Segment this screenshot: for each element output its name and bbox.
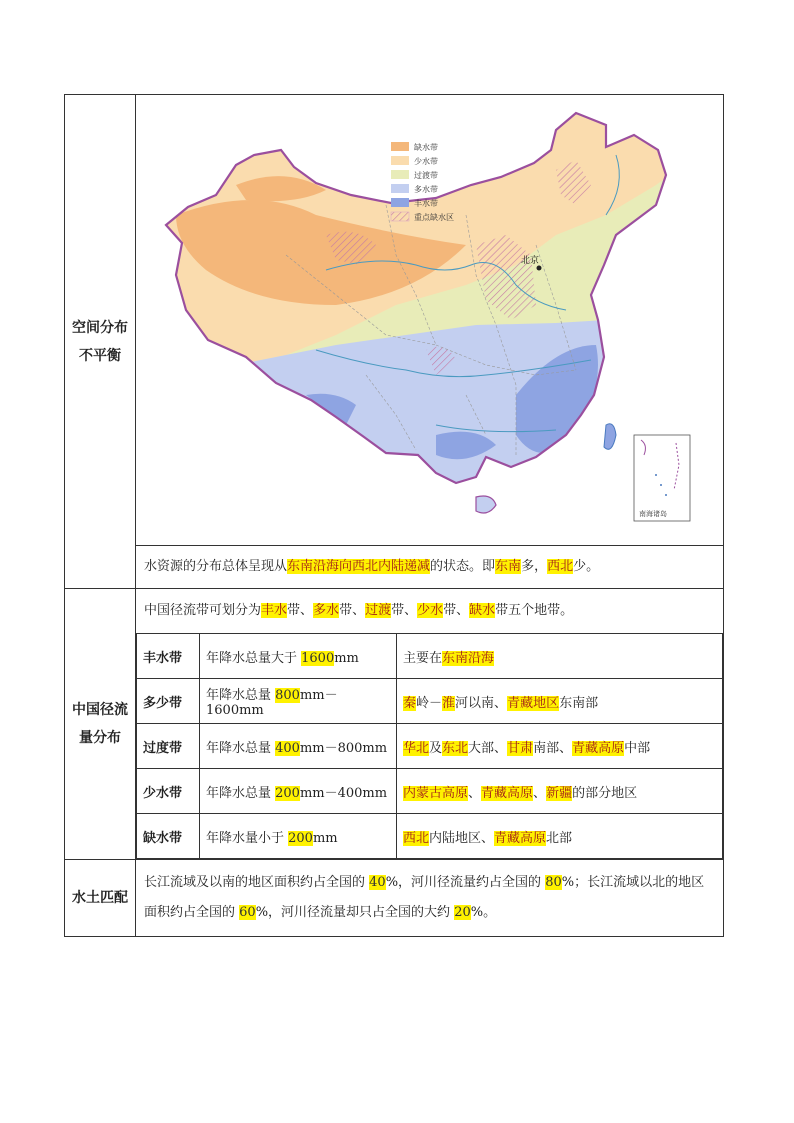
match-text: %。	[470, 905, 497, 920]
row-header-spatial	[65, 95, 136, 589]
summary-text: 水资源的分布总体呈现从	[144, 559, 288, 574]
match-highlight: 40	[369, 875, 386, 890]
table-row	[137, 724, 723, 769]
band-region: 内蒙古高原、青藏高原、新疆的部分地区	[397, 769, 723, 814]
band-precip: 年降水量小于 200mm	[200, 814, 397, 859]
band-region: 秦岭－淮河以南、青藏地区东南部	[397, 679, 723, 724]
summary-text: 少。	[573, 559, 600, 574]
intro-highlight: 缺水	[469, 603, 496, 618]
water-resources-table	[64, 94, 724, 937]
legend-swatch-0	[391, 142, 409, 151]
band-name: 过度带	[137, 724, 200, 769]
band-region: 主要在东南沿海	[397, 634, 723, 679]
band-precip: 年降水总量 200mm－400mm	[200, 769, 397, 814]
band-precip: 年降水总量 400mm－800mm	[200, 724, 397, 769]
legend-swatch-3	[391, 184, 409, 193]
match-cell	[136, 860, 724, 937]
band-region: 华北及东北大部、甘肃南部、青藏高原中部	[397, 724, 723, 769]
band-precip: 年降水总量 800mm－1600mm	[200, 679, 397, 724]
match-text: %；长江流域以北的地区面积约占全国的	[144, 875, 705, 920]
intro-highlight: 少水	[417, 603, 444, 618]
intro-highlight: 过渡	[365, 603, 392, 618]
row-header-line2: 不平衡	[79, 347, 121, 364]
match-text: 长江流域及以南的地区面积约占全国的	[144, 875, 370, 890]
summary-highlight: 西北	[547, 559, 574, 574]
taiwan-island	[604, 424, 616, 450]
capital-label: 北京	[521, 256, 540, 266]
map-cell	[136, 95, 724, 546]
match-highlight: 20	[454, 905, 471, 920]
band-region: 西北内陆地区、青藏高原北部	[397, 814, 723, 859]
legend-swatch-1	[391, 156, 409, 165]
runoff-band-table	[136, 633, 723, 859]
summary-text: 的状态。即	[430, 559, 496, 574]
hainan-island	[476, 496, 496, 513]
row-header-line1: 水土匹配	[72, 890, 128, 906]
legend-swatch-2	[391, 170, 409, 179]
legend-label-0: 缺水带	[414, 143, 438, 152]
match-highlight: 60	[239, 905, 256, 920]
summary-cell	[136, 546, 724, 589]
row-header-line1: 空间分布	[72, 319, 128, 336]
legend-label-4: 丰水带	[414, 199, 438, 208]
table-row	[137, 769, 723, 814]
south-china-sea-inset	[634, 435, 690, 521]
summary-highlight: 东南	[495, 559, 522, 574]
intro-text: 带、	[443, 603, 470, 618]
legend-swatch-4	[391, 198, 409, 207]
intro-highlight: 多水	[313, 603, 340, 618]
runoff-cell	[136, 589, 724, 860]
table-row	[137, 634, 723, 679]
table-row	[137, 679, 723, 724]
row-header-runoff	[65, 589, 136, 860]
match-highlight: 80	[545, 875, 562, 890]
intro-text: 带五个地带。	[495, 603, 574, 618]
legend-label-1: 少水带	[414, 157, 438, 166]
intro-text: 中国径流带可划分为	[144, 603, 262, 618]
band-name: 多少带	[137, 679, 200, 724]
legend-label-5: 重点缺水区	[414, 213, 454, 222]
inset-label: 南海诸岛	[639, 510, 667, 518]
match-text: %，河川径流量却只占全国的大约	[255, 905, 455, 920]
match-text: %，河川径流量约占全国的	[385, 875, 546, 890]
row-header-line2: 量分布	[79, 730, 121, 746]
summary-highlight: 东南沿海向西北内陆递减	[287, 559, 431, 574]
legend-label-3: 多水带	[414, 185, 438, 194]
summary-text: 多，	[521, 559, 548, 574]
runoff-intro	[136, 589, 723, 633]
row-header-match	[65, 860, 136, 937]
china-water-map	[136, 95, 724, 545]
legend-label-2: 过渡带	[414, 171, 438, 180]
intro-text: 带、	[391, 603, 418, 618]
band-name: 少水带	[137, 769, 200, 814]
intro-text: 带、	[287, 603, 314, 618]
legend-swatch-5	[391, 212, 409, 221]
intro-text: 带、	[339, 603, 366, 618]
band-name: 丰水带	[137, 634, 200, 679]
band-name: 缺水带	[137, 814, 200, 859]
band-precip: 年降水总量大于 1600mm	[200, 634, 397, 679]
row-header-line1: 中国径流	[72, 702, 128, 718]
intro-highlight: 丰水	[261, 603, 288, 618]
table-row	[137, 814, 723, 859]
